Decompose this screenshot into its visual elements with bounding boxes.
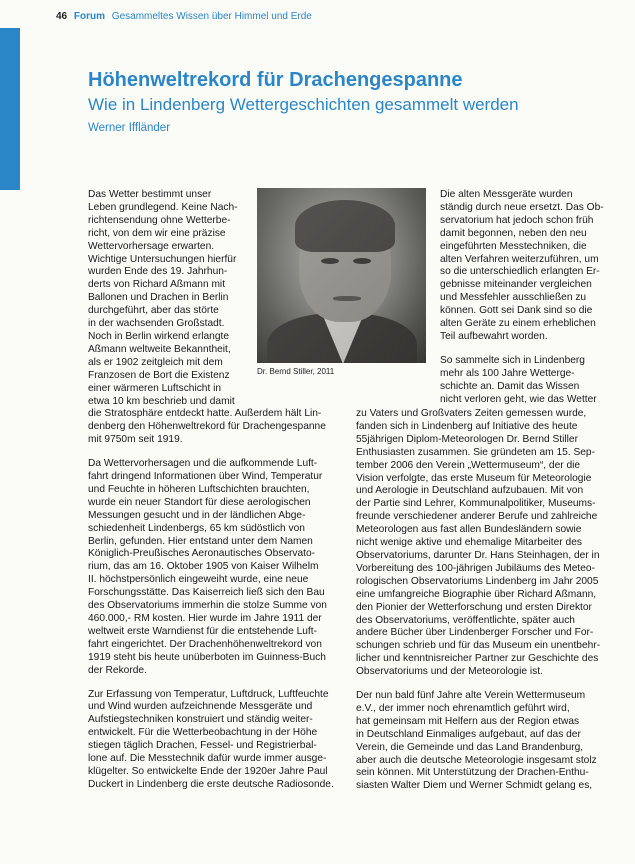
- text-line: servatorium hat jedoch schon früh: [440, 214, 594, 226]
- text-line: Duckert in Lindenberg die erste deutsche Radiosonde.: [88, 778, 334, 790]
- text-line: rologischen Observatoriums Lindenberg im Jahr 2005: [356, 575, 599, 587]
- text-line: des Observatoriums immerhin die stolze Summe von: [88, 600, 327, 612]
- text-line: in Deutschland Einmaliges aufgebaut, auf das der: [356, 728, 581, 740]
- text-line: 55jährigen Diplom-Meteorologen Dr. Bernd Stiller: [356, 433, 578, 445]
- text-line: der Rekorde.: [88, 664, 147, 676]
- text-line: weltweit erste Warndienst für die entstehende Luft-: [88, 625, 317, 637]
- text-line: ständig durch neue ersetzt. Das Ob-: [440, 201, 604, 213]
- text-line: die Stratosphäre entdeckt hatte. Außerdem hält Lin-: [88, 408, 322, 420]
- text-line: Leben grundlegend. Keine Nach-: [88, 201, 238, 213]
- text-line: so die unterschiedlich erlangten Er-: [440, 266, 600, 278]
- text-line: schiedenheit Lindenbergs, 65 km südöstlich von: [88, 522, 305, 534]
- text-line: fahrt dringend Informationen über Wind, Temperatur: [88, 471, 323, 483]
- text-line: tember 2006 den Verein „Wettermuseum“, der die: [356, 459, 581, 471]
- page-header: [56, 11, 312, 22]
- text-line: aber auch die deutsche Meteorologie insgesamt stolz: [356, 754, 597, 766]
- text-line: rium, das am 16. Oktober 1905 von Kaiser Wilhelm: [88, 561, 319, 573]
- right-paragraph-3: [356, 690, 600, 793]
- text-line: nicht wenige aktive und ehemalige Mitarbeiter des: [356, 537, 582, 549]
- text-line: So sammelte sich in Lindenberg: [440, 354, 585, 366]
- text-line: richt, von dem wir eine präzise: [88, 227, 226, 239]
- text-line: und Messfehler ausschließen zu: [440, 292, 587, 304]
- text-line: zu Vaters und Großvaters Zeiten gemessen wurde,: [356, 408, 587, 419]
- text-line: einer wärmeren Luftschicht in: [88, 382, 222, 394]
- text-line: Wichtige Untersuchungen hierfür: [88, 253, 237, 265]
- text-line: 1919 steht bis heute unüberboten im Guinness-Buch: [88, 651, 326, 663]
- text-line: Aßmann weltweite Bekanntheit,: [88, 343, 231, 355]
- text-line: durchgeführt, aber das störte: [88, 305, 219, 317]
- text-line: und Aerologie in Deutschland aufzubauen. Mit von: [356, 485, 584, 497]
- text-line: können. Gott sei Dank sind so die: [440, 305, 593, 317]
- text-line: Vision verfolgte, das erste Museum für Meteorologie: [356, 472, 592, 484]
- right-paragraph-2: [356, 408, 600, 679]
- text-line: eingeführten Messtechniken, die: [440, 240, 587, 252]
- text-line: andere Bücher über Lindenberger Forscher und For-: [356, 627, 594, 639]
- sidebar-color-band: [0, 28, 20, 190]
- text-line: derts von Richard Aßmann mit: [88, 279, 226, 291]
- text-line: Teil aufbewahrt worden.: [440, 330, 548, 342]
- text-line: alten Verfahren weiterzuführen, um: [440, 253, 599, 265]
- text-line: Verein, die Gemeinde und das Land Brandenburg,: [356, 741, 584, 753]
- text-line: wurden Ende des 19. Jahrhun-: [88, 266, 228, 278]
- text-line: denberg den Höhenweltrekord für Drachengespanne: [88, 421, 326, 433]
- text-line: Da Wettervorhersagen und die aufkommende Luft-: [88, 458, 318, 470]
- text-line: Zur Erfassung von Temperatur, Luftdruck, Luftfeuchte: [88, 688, 329, 700]
- text-line: Messungen gesucht und in der ländlichen Abge-: [88, 509, 306, 521]
- text-line: Enthusiasten zusammen. Sie gründeten am 15. Sep-: [356, 446, 595, 458]
- text-line: richtensendung ohne Wetterbe-: [88, 214, 231, 226]
- right-column-top: [440, 189, 604, 407]
- article-author: Werner Iffländer: [88, 122, 171, 134]
- text-line: Das Wetter bestimmt unser: [88, 189, 212, 200]
- section-name: Forum: [73, 11, 106, 22]
- text-line: fahrt eingerichtet. Der Drachenhöhenweltrekord von: [88, 638, 322, 650]
- page-number: 46: [56, 11, 68, 22]
- text-line: und Wind wurden aufzeichnende Messgeräte und: [88, 701, 313, 713]
- text-line: II. höchstpersönlich eingeweiht wurde, eine neue: [88, 574, 309, 586]
- text-line: Observatoriums, darunter Dr. Hans Steinhagen, der in: [356, 549, 600, 561]
- text-line: 460.000,- RM kosten. Hier wurde im Jahre 1911 der: [88, 613, 322, 624]
- left-paragraph-2: [88, 458, 334, 677]
- text-line: Meteorologen aus fast allen Bundesländern sowie: [356, 524, 582, 536]
- text-line: gebnisse miteinander vergleichen: [440, 279, 592, 291]
- text-line: Ballonen und Drachen in Berlin: [88, 292, 229, 304]
- text-line: Observatoriums und der Meteorologie ist.: [356, 666, 543, 678]
- text-line: stiegen täglich Drachen, Fessel- und Registrierbal-: [88, 740, 317, 752]
- text-line: freunde verschiedener anderer Berufe und zahlreiche: [356, 511, 598, 523]
- photo-caption: Dr. Bernd Stiller, 2011: [257, 367, 335, 376]
- text-line: damit begonnen, neben den neu: [440, 227, 587, 239]
- right-paragraph-2-narrow: [440, 355, 604, 407]
- text-line: etwa 10 km beschrieb und damit: [88, 395, 235, 407]
- text-line: als er 1902 zeitgleich mit dem: [88, 356, 223, 368]
- text-line: klügelter. So entwickelte Ende der 1920er Jahre Paul: [88, 765, 328, 777]
- portrait-photo: [257, 188, 426, 363]
- text-line: entwickelt. Für die Wetterbeobachtung in der Höhe: [88, 727, 318, 739]
- right-column: [356, 408, 600, 804]
- text-line: eine umfangreiche Biographie über Richard Aßmann,: [356, 588, 597, 600]
- text-line: der Partie sind Lehrer, Kommunalpolitiker, Museums-: [356, 498, 596, 510]
- text-line: Königlich-Preußisches Aeronautisches Observato-: [88, 548, 316, 560]
- text-line: schungen schrieb und für das Museum ein unentbehr-: [356, 640, 601, 652]
- text-line: Wettervorhersage erwarten.: [88, 240, 215, 252]
- text-line: e.V., der immer noch ehrenamtlich geführt wird,: [356, 702, 570, 714]
- text-line: Franzosen de Bort die Existenz: [88, 369, 230, 381]
- text-line: Die alten Messgeräte wurden: [440, 189, 573, 200]
- text-line: mit 9750m seit 1919.: [88, 434, 183, 446]
- text-line: in der wachsenden Großstadt.: [88, 318, 225, 330]
- text-line: Forschungsstätte. Das Kaiserreich ließ sich den Bau: [88, 587, 325, 599]
- article-title: Höhenweltrekord für Drachengespanne: [88, 69, 463, 91]
- text-line: schichte an. Damit das Wissen: [440, 380, 580, 392]
- text-line: hat gemeinsam mit Helfern aus der Region etwas: [356, 715, 580, 727]
- right-paragraph-1: [440, 189, 604, 344]
- text-line: alten Geräte zu einem erheblichen: [440, 318, 596, 330]
- text-line: fanden sich in Lindenberg auf Initiative des heute: [356, 420, 578, 432]
- text-line: nicht verloren geht, wie das Wetter: [440, 393, 597, 405]
- text-line: sein können. Mit Unterstützung der Drachen-Enthu-: [356, 767, 589, 779]
- text-line: wurde ein neuer Standort für diese aerologischen: [88, 496, 311, 508]
- article-subtitle: Wie in Lindenberg Wettergeschichten gesammelt werden: [88, 95, 519, 114]
- text-line: mehr als 100 Jahre Wetterge-: [440, 367, 575, 379]
- text-line: siasten Walter Diem und Werner Schmidt gelang es,: [356, 780, 593, 792]
- text-line: Vorbereitung des 100-jährigen Jubiläums des Meteo-: [356, 562, 595, 574]
- text-line: den Pionier der Wetterforschung und ersten Direktor: [356, 601, 592, 613]
- text-line: des Observatoriums, veröffentlichte, später auch: [356, 614, 575, 626]
- text-line: lone auf. Die Messtechnik dafür wurde immer ausge-: [88, 753, 327, 765]
- text-line: licher und kenntnisreicher Partner zur Geschichte des: [356, 653, 599, 665]
- text-line: und Feuchte in höheren Luftschichten brauchten,: [88, 483, 310, 495]
- section-subtitle: Gesammeltes Wissen über Himmel und Erde: [111, 11, 312, 22]
- text-line: Aufstiegstechniken konstruiert und ständig weiter-: [88, 714, 313, 726]
- left-paragraph-3: [88, 689, 334, 792]
- text-line: Noch in Berlin wirkend erlangte: [88, 330, 229, 342]
- text-line: Der nun bald fünf Jahre alte Verein Wettermuseum: [356, 690, 586, 702]
- text-line: Berlin, gefunden. Hier entstand unter dem Namen: [88, 535, 313, 547]
